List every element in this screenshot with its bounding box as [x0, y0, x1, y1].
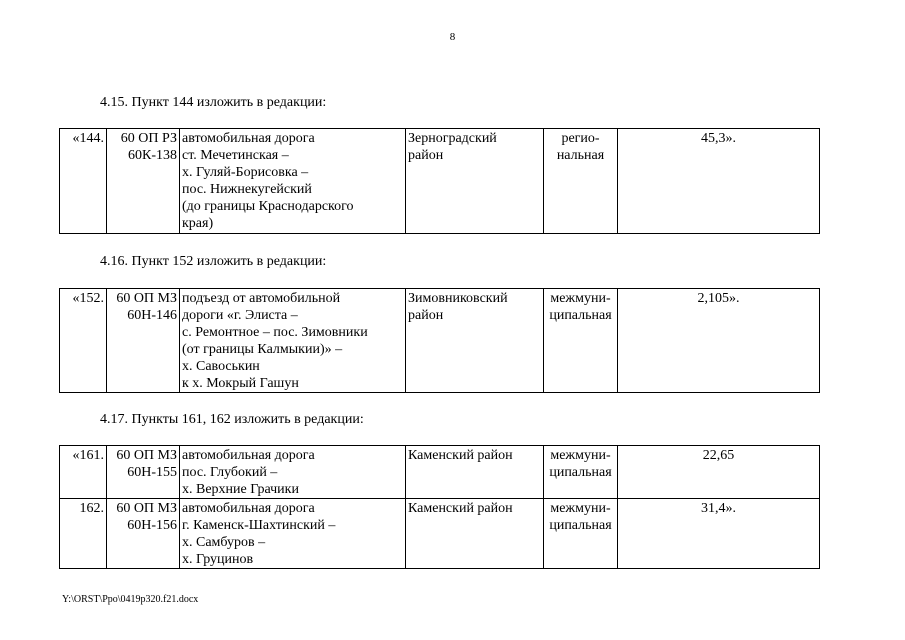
road-significance: [544, 499, 618, 569]
road-name-line: х. Груцинов: [182, 552, 254, 567]
road-name: [180, 446, 406, 499]
road-name-line: дороги «г. Элиста –: [182, 308, 298, 323]
road-significance-line: нальная: [556, 148, 605, 163]
road-name-line: х. Самбуров –: [182, 535, 266, 550]
item-number: «144.: [60, 129, 107, 234]
road-name-line: пос. Глубокий –: [182, 465, 278, 480]
road-code-line: 60Н-155: [127, 465, 177, 480]
road-significance-line: межмуни-: [550, 291, 611, 306]
table-row: [60, 446, 820, 499]
district-line: Каменский район: [408, 448, 513, 463]
road-length: 45,3».: [618, 129, 820, 234]
road-code-line: 60 ОП МЗ: [116, 291, 177, 306]
footer-file-path: Y:\ORST\Ppo\0419p320.f21.docx: [62, 594, 199, 605]
road-code-line: 60Н-156: [127, 518, 177, 533]
road-name-line: к х. Мокрый Гашун: [182, 376, 299, 391]
table-row: [60, 499, 820, 569]
road-significance: [544, 289, 618, 393]
road-name: [180, 129, 406, 234]
road-name-line: пос. Нижнекугейский: [182, 182, 312, 197]
road-name-line: (от границы Калмыкии)» –: [182, 342, 343, 357]
road-code-line: 60 ОП МЗ: [116, 501, 177, 516]
district: [406, 289, 544, 393]
road-name-line: г. Каменск-Шахтинский –: [182, 518, 336, 533]
district-line: район: [408, 308, 444, 323]
district-line: Каменский район: [408, 501, 513, 516]
district-line: Зерноградский: [408, 131, 497, 146]
road-name-line: х. Верхние Грачики: [182, 482, 299, 497]
road-code-line: 60 ОП РЗ: [120, 131, 177, 146]
road-name-line: х. Савоськин: [182, 359, 260, 374]
road-code: [107, 499, 180, 569]
road-code-line: 60К-138: [128, 148, 177, 163]
table-row: [60, 289, 820, 393]
road-code-line: 60 ОП МЗ: [116, 448, 177, 463]
amendment-table-161-162: [59, 445, 820, 569]
road-name-line: подъезд от автомобильной: [182, 291, 341, 306]
road-significance-line: межмуни-: [550, 501, 611, 516]
district: [406, 446, 544, 499]
item-number: 162.: [60, 499, 107, 569]
road-code: [107, 289, 180, 393]
road-name-line: автомобильная дорога: [182, 131, 315, 146]
road-name-line: автомобильная дорога: [182, 501, 315, 516]
table-row: [60, 129, 820, 234]
section-heading-4-16: 4.16. Пункт 152 изложить в редакции:: [100, 254, 327, 269]
road-name: [180, 499, 406, 569]
road-name-line: х. Гуляй-Борисовка –: [182, 165, 309, 180]
road-name-line: с. Ремонтное – пос. Зимовники: [182, 325, 368, 340]
district: [406, 129, 544, 234]
amendment-table-144: [59, 128, 820, 234]
road-name-line: ст. Мечетинская –: [182, 148, 289, 163]
district-line: Зимовниковский: [408, 291, 508, 306]
item-number: «152.: [60, 289, 107, 393]
road-significance-line: ципальная: [549, 465, 612, 480]
section-heading-4-17: 4.17. Пункты 161, 162 изложить в редакции:: [100, 412, 364, 427]
item-number: «161.: [60, 446, 107, 499]
page-number: 8: [449, 31, 456, 43]
district: [406, 499, 544, 569]
amendment-table-152: [59, 288, 820, 393]
road-length: 22,65: [618, 446, 820, 499]
district-line: район: [408, 148, 444, 163]
road-significance: [544, 446, 618, 499]
road-name-line: (до границы Краснодарского: [182, 199, 354, 214]
road-significance-line: ципальная: [549, 308, 612, 323]
road-name-line: автомобильная дорога: [182, 448, 315, 463]
road-length: 2,105».: [618, 289, 820, 393]
road-name: [180, 289, 406, 393]
road-name-line: края): [182, 216, 214, 231]
road-code: [107, 446, 180, 499]
road-code: [107, 129, 180, 234]
road-length: 31,4».: [618, 499, 820, 569]
road-significance: [544, 129, 618, 234]
road-significance-line: межмуни-: [550, 448, 611, 463]
road-significance-line: ципальная: [549, 518, 612, 533]
road-significance-line: регио-: [561, 131, 600, 146]
section-heading-4-15: 4.15. Пункт 144 изложить в редакции:: [100, 95, 327, 110]
road-code-line: 60Н-146: [127, 308, 177, 323]
